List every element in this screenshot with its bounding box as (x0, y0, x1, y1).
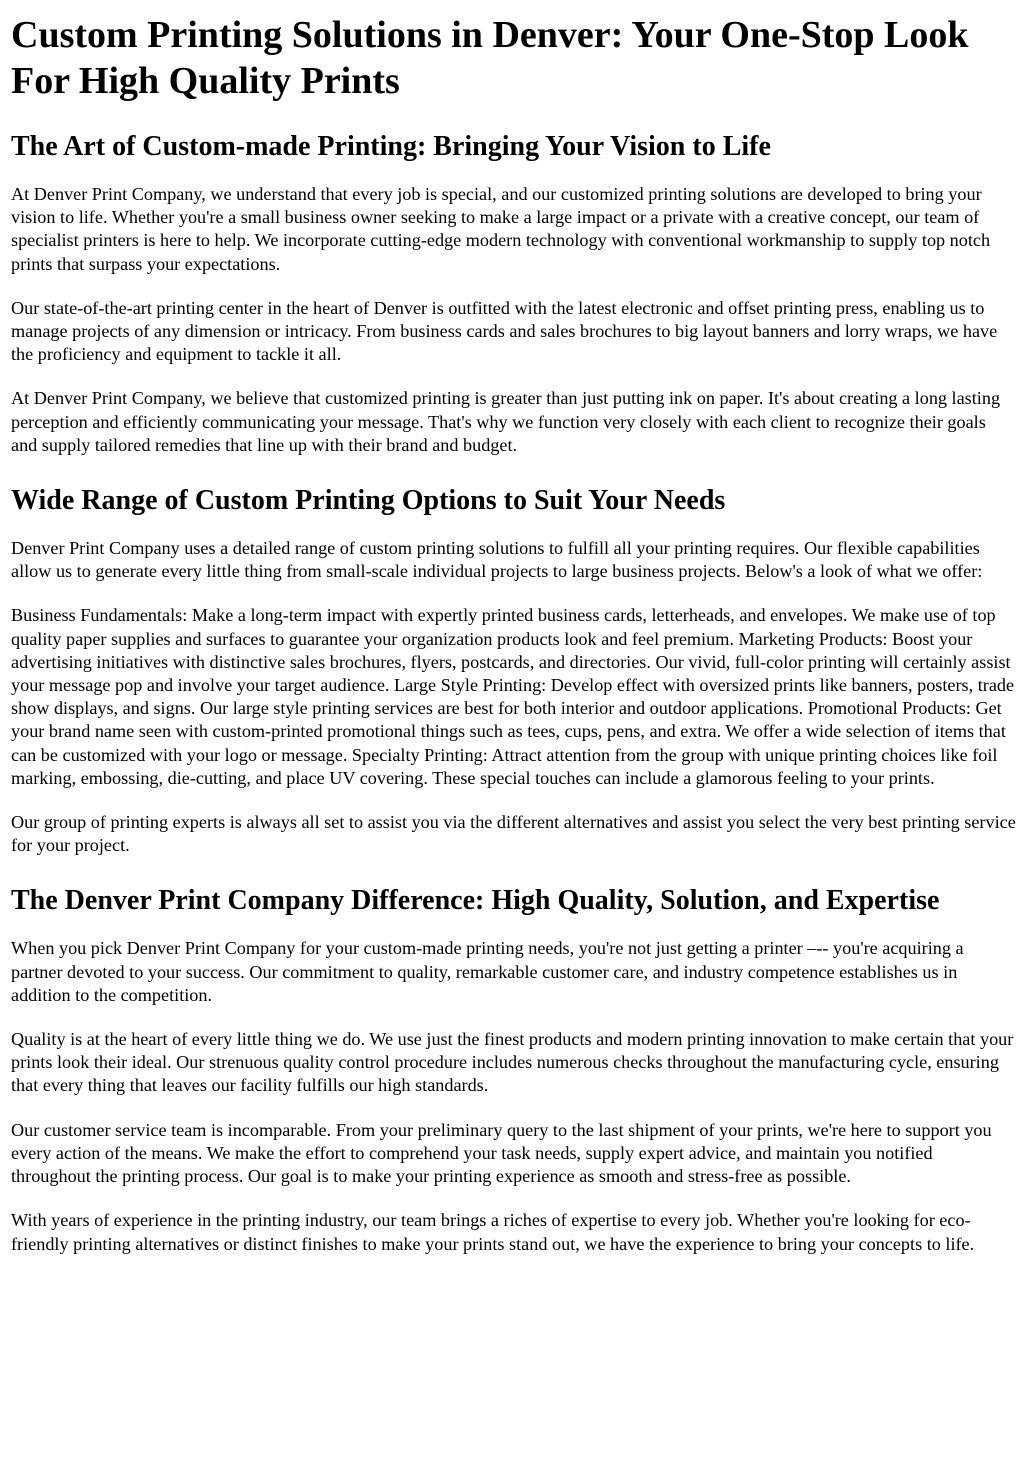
section-heading-art-of-printing: The Art of Custom-made Printing: Bringing Your Vision to Life (11, 131, 771, 162)
section-heading-printing-options: Wide Range of Custom Printing Options to Suit Your Needs (11, 485, 726, 517)
section-heading-company-difference: The Denver Print Company Difference: High Quality, Solution, and Expertise (11, 885, 940, 917)
paragraph: At Denver Print Company, we believe that customized printing is greater than just putting ink on paper. It's about creating a long lasting perception and efficiently communicating your message. That's why we function very closely with each client to recognize their goals and supply tailored remedies that line up with their brand and budget. (11, 388, 1001, 455)
page-title: Custom Printing Solutions in Denver: Your One-Stop Look For High Quality Prints (11, 14, 969, 102)
paragraph: At Denver Print Company, we understand that every job is special, and our customized printing solutions are developed to bring your vision to life. Whether you're a small business owner seeking to make a large impact or a private with a creative concept, our team of specialist printers is here to help. We incorporate cutting-edge modern technology with conventional workmanship to supply top notch prints that surpass your expectations. (11, 184, 991, 274)
paragraph: Business Fundamentals: Make a long-term impact with expertly printed business cards, letterheads, and envelopes. We make use of top quality paper supplies and surfaces to guarantee your organization products look and feel premium. Marketing Products: Boost your advertising initiatives with distinctive sales brochures, flyers, postcards, and directories. Our vivid, full-color printing will certainly assist your message pop and involve your target audience. Large Style Printing: Develop effect with oversized prints like banners, posters, trade show displays, and signs. Our large style printing services are best for both interior and outdoor applications. Promotional Products: Get your brand name seen with custom-printed promotional things such as tees, cups, pens, and extra. We offer a wide selection of items that can be customized with your logo or message. Specialty Printing: Attract attention from the group with unique printing choices like foil marking, embossing, die-cutting, and place UV covering. These special touches can include a glamorous feeling to your prints. (11, 605, 1015, 788)
paragraph: With years of experience in the printing industry, our team brings a riches of expertise to every job. Whether you're looking for eco-friendly printing alternatives or distinct finishes to make your prints stand out, we have the experience to bring your concepts to life. (11, 1210, 975, 1254)
paragraph: Our customer service team is incomparable. From your preliminary query to the last shipment of your prints, we're here to support you every action of the means. We make the effort to comprehend your task needs, supply expert advice, and maintain you notified throughout the printing process. Our goal is to make your printing experience as smooth and stress-free as possible. (11, 1119, 992, 1187)
paragraph: Quality is at the heart of every little thing we do. We use just the finest products and modern printing innovation to make certain that your prints look their ideal. Our strenuous quality control procedure includes numerous checks throughout the manufacturing cycle, ensuring that every thing that leaves our facility fulfills our high standards. (11, 1029, 1014, 1096)
paragraph: Denver Print Company uses a detailed range of custom printing solutions to fulfill all your printing requires. Our flexible capabilities allow us to generate every little thing from small-scale individual projects to large business projects. Below's a look of what we offer: (11, 538, 983, 582)
paragraph: Our group of printing experts is always all set to assist you via the different alternatives and assist you select the very best printing service for your project. (11, 812, 1016, 856)
paragraph: When you pick Denver Print Company for your custom-made printing needs, you're not just getting a printer –-- you're acquiring a partner devoted to your success. Our commitment to quality, remarkable customer care, and industry competence establishes us in addition to the competition. (11, 938, 964, 1005)
article (0, 12, 1024, 1256)
paragraph: Our state-of-the-art printing center in the heart of Denver is outfitted with the latest electronic and offset printing press, enabling us to manage projects of any dimension or intricacy. From business cards and sales brochures to big layout banners and lorry wraps, we have the proficiency and equipment to tackle it all. (11, 297, 998, 365)
